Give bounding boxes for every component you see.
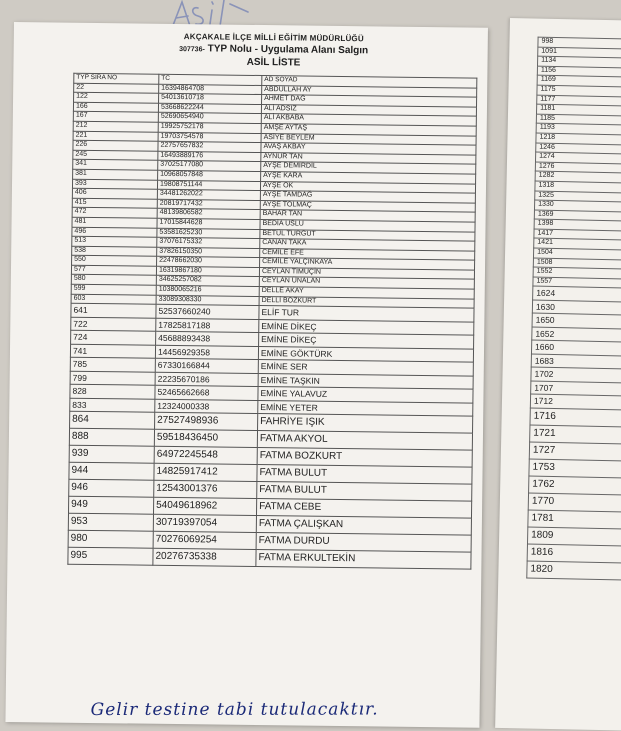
row-tc: 10380065216 — [156, 285, 259, 296]
row-sira-no: 22 — [74, 83, 159, 94]
row-ad-soyad: EMİNE YETER — [258, 400, 473, 416]
row-ad-soyad: CEYLAN ÜNALAN — [259, 277, 474, 289]
row-sira-no: 393 — [72, 179, 157, 190]
side-number: 1727 — [529, 442, 621, 461]
row-sira-no: 599 — [71, 284, 156, 295]
row-ad-soyad: FATMA ERKULTEKİN — [256, 550, 471, 570]
row-tc: 52537660240 — [156, 305, 259, 320]
side-row — [529, 476, 621, 495]
row-ad-soyad: AYŞE TAMDAĞ — [260, 191, 475, 203]
row-sira-no: 603 — [71, 294, 156, 305]
side-number: 1683 — [531, 354, 621, 370]
row-ad-soyad: EMİNE TAŞKIN — [258, 373, 473, 389]
side-number: 1318 — [535, 181, 621, 193]
row-tc: 19808751144 — [157, 180, 260, 191]
row-ad-soyad: DELLE AKAY — [259, 287, 474, 299]
row-ad-soyad: AMŞE AYTAŞ — [261, 123, 476, 135]
side-number: 1716 — [530, 408, 621, 427]
row-tc: 53581625230 — [157, 228, 260, 239]
side-number: 1246 — [536, 143, 621, 155]
row-ad-soyad: DELLİ BOZKURT — [259, 296, 474, 308]
side-row — [530, 425, 621, 444]
row-sira-no: 580 — [71, 275, 156, 286]
col-header-no: TYP SIRA NO — [74, 73, 159, 84]
table-row — [68, 547, 471, 569]
side-number-list — [526, 37, 621, 581]
side-row — [528, 510, 621, 529]
row-ad-soyad: FATMA CEBE — [256, 499, 471, 519]
side-row — [531, 381, 621, 397]
side-number: 1185 — [536, 114, 621, 126]
row-ad-soyad: EMİNE SER — [258, 360, 473, 376]
row-sira-no: 980 — [68, 530, 153, 548]
col-header-tc: TC — [159, 74, 262, 85]
row-tc: 64972245548 — [154, 446, 257, 464]
side-number: 1508 — [533, 258, 621, 270]
program-name: TYP Nolu - Uygulama Alanı Salgın — [207, 43, 369, 57]
row-sira-no: 949 — [68, 496, 153, 514]
row-tc: 52465662668 — [155, 386, 258, 401]
side-row — [532, 300, 621, 316]
row-sira-no: 415 — [72, 198, 157, 209]
side-number: 1169 — [537, 75, 621, 87]
row-tc: 16319867180 — [156, 266, 259, 277]
row-sira-no: 406 — [72, 188, 157, 199]
directorate-title: AKÇAKALE İLÇE MİLLİ EĞİTİM MÜDÜRLÜĞÜ — [183, 32, 364, 44]
row-ad-soyad: FATMA ÇALIŞKAN — [256, 516, 471, 536]
side-number: 1276 — [535, 162, 621, 174]
row-ad-soyad: ASİYE BEYLEM — [261, 133, 476, 145]
side-number: 1552 — [533, 267, 621, 279]
side-row — [527, 527, 621, 546]
row-sira-no: 341 — [73, 160, 158, 171]
row-ad-soyad: AYNUR TAN — [261, 152, 476, 164]
row-sira-no: 741 — [70, 344, 155, 359]
row-tc: 52690654940 — [158, 113, 261, 124]
side-number: 1177 — [537, 95, 621, 107]
row-tc: 16493889176 — [158, 151, 261, 162]
row-tc: 45688893438 — [156, 332, 259, 347]
side-number: 1421 — [534, 239, 621, 251]
row-ad-soyad: CEYLAN TİMUÇİN — [259, 267, 474, 279]
side-row — [527, 561, 621, 580]
side-number: 1809 — [527, 527, 621, 546]
side-row — [532, 313, 621, 329]
row-tc: 14825917412 — [154, 463, 257, 481]
row-ad-soyad: AVAŞ AKBAY — [261, 143, 476, 155]
row-sira-no: 833 — [70, 398, 155, 413]
row-ad-soyad: EMİNE DİKEÇ — [259, 319, 474, 335]
side-number: 1504 — [533, 248, 621, 260]
row-sira-no: 577 — [71, 265, 156, 276]
row-tc: 48139806582 — [157, 209, 260, 220]
row-sira-no: 641 — [71, 303, 156, 318]
row-ad-soyad: FATMA DURDU — [256, 533, 471, 553]
row-ad-soyad: AYŞE OK — [260, 181, 475, 193]
side-row — [533, 286, 621, 302]
row-ad-soyad: AYŞE TOLMAÇ — [260, 200, 475, 212]
side-number: 1707 — [531, 381, 621, 397]
side-number: 998 — [538, 37, 621, 49]
row-sira-no: 946 — [69, 479, 154, 497]
row-tc: 12324000338 — [155, 399, 258, 414]
row-tc: 20819717432 — [157, 199, 260, 210]
row-sira-no: 472 — [72, 208, 157, 219]
row-tc: 19703754578 — [158, 132, 261, 143]
row-ad-soyad: ALİ ADSIZ — [261, 104, 476, 116]
side-row — [532, 327, 621, 343]
row-sira-no: 995 — [68, 547, 153, 565]
row-ad-soyad: ABDULLAH AY — [262, 85, 477, 97]
side-number: 1218 — [536, 133, 621, 145]
col-header-name: AD SOYAD — [262, 76, 477, 88]
side-number: 1630 — [532, 300, 621, 316]
handwritten-footer-note: Gelir testine tabi tutulacaktır. — [90, 699, 379, 720]
row-ad-soyad: BAHAR TAN — [260, 210, 475, 222]
side-number: 1193 — [536, 123, 621, 135]
row-ad-soyad: ALİ AKBABA — [261, 114, 476, 126]
side-row — [531, 340, 621, 356]
row-ad-soyad: AYŞE DEMİRDİL — [261, 162, 476, 174]
row-sira-no: 496 — [72, 227, 157, 238]
side-number: 1274 — [535, 152, 621, 164]
row-tc: 19925752178 — [158, 122, 261, 133]
row-ad-soyad: EMİNE YALAVUZ — [258, 387, 473, 403]
row-ad-soyad: FATMA BOZKURT — [257, 448, 472, 468]
candidate-table — [67, 73, 477, 570]
document-header — [73, 31, 473, 71]
row-sira-no: 944 — [69, 462, 154, 480]
side-row — [531, 367, 621, 383]
row-tc: 12543001376 — [154, 480, 257, 498]
side-row — [530, 408, 621, 427]
second-page-partial — [495, 18, 621, 731]
side-number: 1624 — [533, 286, 621, 302]
side-number: 1134 — [538, 56, 621, 68]
row-tc: 16394864708 — [159, 84, 262, 95]
row-sira-no: 166 — [73, 102, 158, 113]
side-number: 1325 — [535, 191, 621, 203]
row-sira-no: 953 — [68, 513, 153, 531]
side-number: 1417 — [534, 229, 621, 241]
row-ad-soyad: FATMA AKYOL — [257, 431, 472, 451]
side-number: 1702 — [531, 367, 621, 383]
row-tc: 54049618962 — [153, 497, 256, 515]
row-sira-no: 481 — [72, 217, 157, 228]
row-ad-soyad: EMİNE DİKEÇ — [259, 333, 474, 349]
row-tc: 17015844628 — [157, 218, 260, 229]
row-tc: 37025177080 — [158, 161, 261, 172]
row-tc: 34481262022 — [157, 189, 260, 200]
row-sira-no: 722 — [71, 317, 156, 332]
row-ad-soyad: FATMA BULUT — [257, 482, 472, 502]
side-number: 1398 — [534, 219, 621, 231]
side-number: 1369 — [534, 210, 621, 222]
row-tc: 54013610718 — [159, 93, 262, 104]
row-sira-no: 381 — [73, 169, 158, 180]
side-number: 1816 — [527, 544, 621, 563]
row-sira-no: 939 — [69, 445, 154, 463]
row-tc: 22235670186 — [155, 372, 258, 387]
row-tc: 33089308330 — [156, 295, 259, 306]
row-sira-no: 724 — [71, 330, 156, 345]
row-sira-no: 167 — [73, 112, 158, 123]
side-number: 1181 — [536, 104, 621, 116]
side-number: 1652 — [532, 327, 621, 343]
main-list-page — [5, 22, 488, 728]
side-row — [530, 394, 621, 410]
row-tc: 59518436450 — [154, 429, 257, 447]
row-sira-no: 538 — [72, 246, 157, 257]
side-number: 1781 — [528, 510, 621, 529]
row-tc: 14456929358 — [155, 345, 258, 360]
side-number: 1770 — [528, 493, 621, 512]
side-number: 1175 — [537, 85, 621, 97]
row-tc: 17825817188 — [156, 318, 259, 333]
side-row — [528, 493, 621, 512]
row-ad-soyad: ELİF TUR — [259, 306, 474, 322]
side-row — [529, 442, 621, 461]
row-sira-no: 221 — [73, 131, 158, 142]
row-ad-soyad: BEDİA USLU — [260, 219, 475, 231]
row-ad-soyad: AYŞE KARA — [261, 171, 476, 183]
side-row — [529, 459, 621, 478]
row-ad-soyad: CANAN TAKA — [260, 239, 475, 251]
side-number: 1156 — [537, 66, 621, 78]
row-sira-no: 785 — [70, 357, 155, 372]
row-tc: 20276735338 — [153, 548, 256, 566]
row-sira-no: 245 — [73, 150, 158, 161]
row-tc: 37826150350 — [157, 247, 260, 258]
row-sira-no: 212 — [73, 121, 158, 132]
row-sira-no: 122 — [74, 92, 159, 103]
list-title: ASİL LİSTE — [246, 56, 301, 69]
row-tc: 10968057848 — [158, 170, 261, 181]
side-number: 1762 — [529, 476, 621, 495]
row-tc: 27527498936 — [155, 412, 258, 430]
row-tc: 37076175332 — [157, 237, 260, 248]
row-tc: 22757657832 — [158, 141, 261, 152]
row-sira-no: 864 — [70, 411, 155, 429]
row-sira-no: 799 — [70, 371, 155, 386]
side-row — [527, 544, 621, 563]
row-ad-soyad: CEMİLE YALÇINKAYA — [260, 258, 475, 270]
side-number: 1091 — [538, 47, 621, 59]
row-tc: 70276069254 — [153, 531, 256, 549]
row-sira-no: 226 — [73, 140, 158, 151]
side-row — [531, 354, 621, 370]
side-number: 1330 — [534, 200, 621, 212]
row-ad-soyad: FAHRİYE IŞIK — [258, 414, 473, 434]
row-sira-no: 513 — [72, 236, 157, 247]
row-sira-no: 550 — [72, 256, 157, 267]
row-tc: 67330166844 — [155, 359, 258, 374]
side-number: 1557 — [533, 277, 621, 289]
side-number: 1650 — [532, 313, 621, 329]
side-number: 1753 — [529, 459, 621, 478]
program-code: 307736- — [179, 46, 205, 54]
side-number: 1820 — [527, 561, 621, 580]
row-ad-soyad: EMİNE GÖKTÜRK — [258, 346, 473, 362]
side-number: 1721 — [530, 425, 621, 444]
row-tc: 22478662030 — [157, 257, 260, 268]
side-number: 1712 — [530, 394, 621, 410]
side-number: 1660 — [531, 340, 621, 356]
row-tc: 30719397054 — [153, 514, 256, 532]
row-ad-soyad: BETÜL TURGUT — [260, 229, 475, 241]
row-sira-no: 888 — [69, 428, 154, 446]
row-ad-soyad: CEMİLE EFE — [260, 248, 475, 260]
row-sira-no: 828 — [70, 384, 155, 399]
row-tc: 53668622244 — [158, 103, 261, 114]
side-number: 1282 — [535, 171, 621, 183]
row-ad-soyad: AHMET DAĞ — [262, 95, 477, 107]
row-tc: 34625257082 — [156, 276, 259, 287]
row-ad-soyad: FATMA BULUT — [257, 465, 472, 485]
